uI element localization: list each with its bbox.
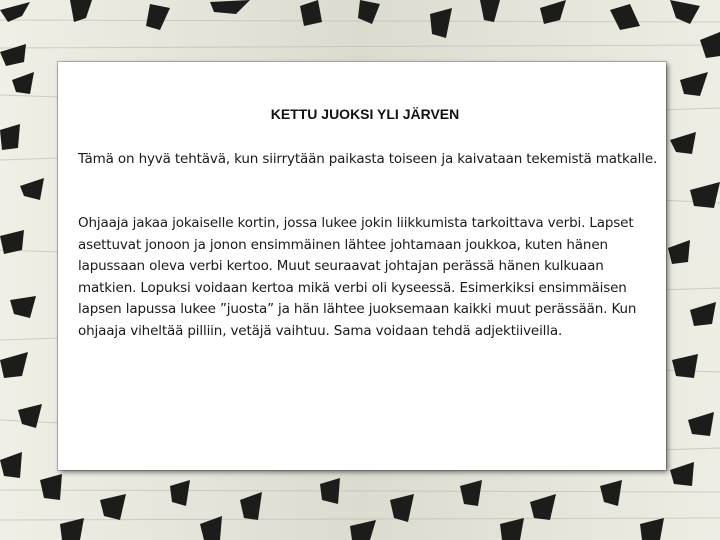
slide-title: KETTU JUOKSI YLI JÄRVEN bbox=[270, 106, 460, 122]
instructions-paragraph: Ohjaaja jakaa jokaiselle kortin, jossa lukee jokin liikkumista tarkoittava verbi. Lapset asettuvat jonoon ja jonon ensimmäinen lähtee johtamaan joukkoa, kuten hänen lapussaan oleva verbi kertoo. Muut seuraavat johtajan perässä hänen kulkuaan matkien. Lopuksi voidaan kertoa mikä verbi oli kyseessä. Esimerkiksi ensimmäisen lapsen lapussa lukee ”juosta” ja hän lähtee juoksemaan kaikki muut perässään. Kun ohjaaja viheltää pilliin, vetäjä vaihtuu. Sama voidaan tehdä adjektiiveilla. bbox=[78, 215, 637, 339]
intro-paragraph: Tämä on hyvä tehtävä, kun siirrytään paikasta toiseen ja kaivataan tekemistä matkalle. bbox=[78, 151, 658, 167]
